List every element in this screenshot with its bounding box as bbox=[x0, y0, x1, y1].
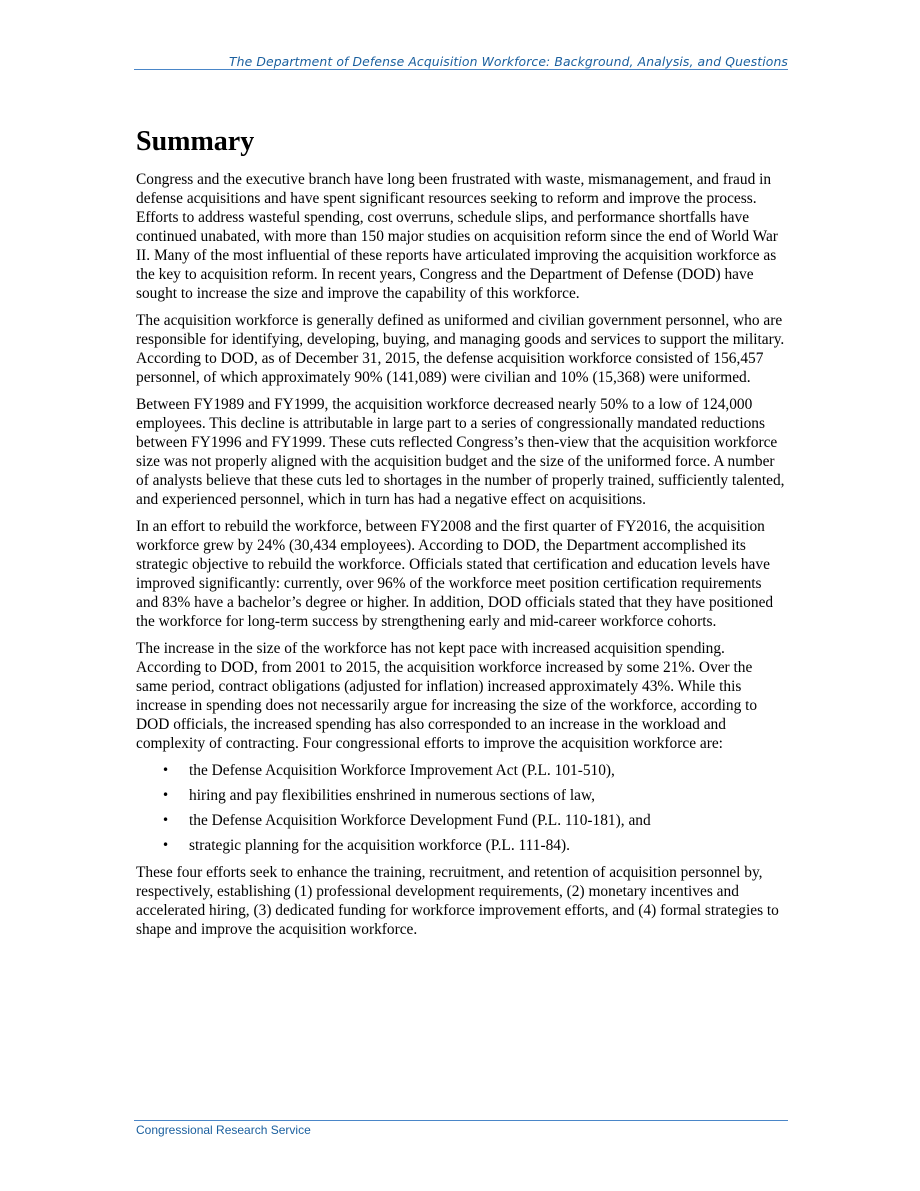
bullet-icon: • bbox=[162, 838, 170, 852]
footer-divider bbox=[134, 1120, 788, 1121]
running-header: The Department of Defense Acquisition Workforce: Background, Analysis, and Questions bbox=[228, 54, 788, 69]
closing-paragraph: These four efforts seek to enhance the training, recruitment, and retention of acquisition personnel by, respectively, establishing (1) professional development requirements, (2) monetary incentives and accelerated hiring, (3) dedicated funding for workforce improvement efforts, and (4) formal strategies to shape and improve the acquisition workforce. bbox=[136, 864, 779, 938]
paragraph: The increase in the size of the workforce has not kept pace with increased acquisition spending. According to DOD, from 2001 to 2015, the acquisition workforce increased by some 21%. Over the same period, contract obligations (adjusted for inflation) increased approximately 43%. While this increase in spending does not necessarily argue for increasing the size of the workforce, according to DOD officials, the increased spending has also corresponded to an increase in the workload and complexity of contracting. Four congressional efforts to improve the acquisition workforce are: bbox=[136, 640, 758, 752]
list-item-text: hiring and pay flexibilities enshrined in numerous sections of law, bbox=[189, 787, 595, 804]
paragraph: The acquisition workforce is generally defined as uniformed and civilian government personnel, who are responsible for identifying, developing, buying, and managing goods and services to support the military. According to DOD, as of December 31, 2015, the defense acquisition workforce consisted of 156,457 personnel, of which approximately 90% (141,089) were civilian and 10% (15,368) were uniformed. bbox=[136, 312, 785, 386]
bullet-list bbox=[136, 761, 786, 855]
list-item-text: the Defense Acquisition Workforce Improvement Act (P.L. 101-510), bbox=[189, 762, 615, 779]
footer-source: Congressional Research Service bbox=[136, 1123, 311, 1137]
bullet-icon: • bbox=[162, 788, 170, 802]
bullet-icon: • bbox=[162, 763, 170, 777]
header-divider bbox=[134, 69, 788, 70]
list-item bbox=[136, 811, 786, 830]
list-item bbox=[136, 761, 786, 780]
paragraph: In an effort to rebuild the workforce, between FY2008 and the first quarter of FY2016, the acquisition workforce grew by 24% (30,434 employees). According to DOD, the Department accomplished its strategic objective to rebuild the workforce. Officials stated that certification and education levels have improved significantly: currently, over 96% of the workforce meet position certification requirements and 83% have a bachelor’s degree or higher. In addition, DOD officials stated that they have positioned the workforce for long-term success by strengthening early and mid-career workforce cohorts. bbox=[136, 518, 774, 630]
section-heading: Summary bbox=[136, 126, 255, 157]
bullet-icon: • bbox=[162, 813, 170, 827]
summary-section bbox=[136, 124, 786, 947]
paragraph: Congress and the executive branch have long been frustrated with waste, mismanagement, and fraud in defense acquisitions and have spent significant resources seeking to reform and improve the process. Efforts to address wasteful spending, cost overruns, schedule slips, and performance shortfalls have continued unabated, with more than 150 major studies on acquisition reform since the end of World War II. Many of the most influential of these reports have articulated improving the acquisition workforce as the key to acquisition reform. In recent years, Congress and the Department of Defense (DOD) have sought to increase the size and improve the capability of this workforce. bbox=[136, 171, 778, 302]
paragraph: Between FY1989 and FY1999, the acquisition workforce decreased nearly 50% to a low of 124,000 employees. This decline is attributable in large part to a series of congressionally mandated reductions between FY1996 and FY1999. These cuts reflected Congress’s then-view that the acquisition workforce size was not properly aligned with the acquisition budget and the size of the uniformed force. A number of analysts believe that these cuts led to shortages in the number of properly trained, sufficiently talented, and experienced personnel, which in turn has had a negative effect on acquisitions. bbox=[136, 396, 785, 508]
list-item-text: the Defense Acquisition Workforce Development Fund (P.L. 110-181), and bbox=[189, 812, 651, 829]
list-item bbox=[136, 836, 786, 855]
list-item bbox=[136, 786, 786, 805]
list-item-text: strategic planning for the acquisition workforce (P.L. 111-84). bbox=[189, 837, 570, 854]
